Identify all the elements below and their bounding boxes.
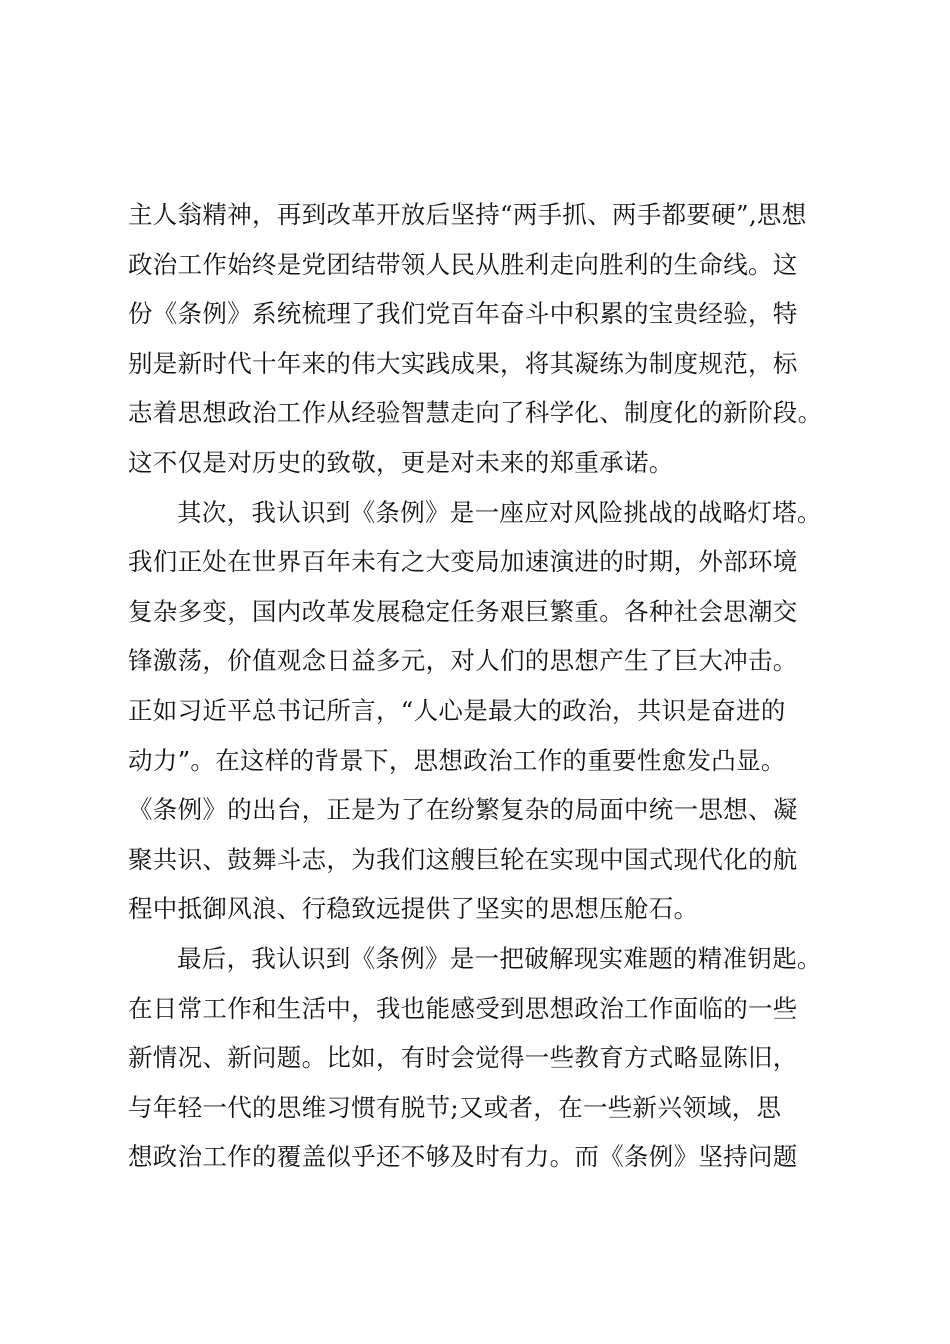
text-line: 志着思想政治工作从经验智慧走向了科学化、制度化的新阶段。 [128, 398, 823, 428]
text-line: 复杂多变，国内改革发展稳定任务艰巨繁重。各种社会思潮交 [128, 596, 798, 626]
text-line: 正如习近平总书记所言，“人心是最大的政治，共识是奋进的 [128, 695, 786, 725]
text-line: 新情况、新问题。比如，有时会觉得一些教育方式略显陈旧， [128, 1043, 798, 1073]
paragraph-start-line: 其次，我认识到《条例》是一座应对风险挑战的战略灯塔。 [177, 497, 822, 527]
text-line: 与年轻一代的思维习惯有脱节;又或者，在一些新兴领域，思 [128, 1092, 782, 1122]
text-line: 这不仅是对历史的致敬，更是对未来的郑重承诺。 [128, 447, 674, 477]
text-line: 程中抵御风浪、行稳致远提供了坚实的思想压舱石。 [128, 894, 699, 924]
text-line: 聚共识、鼓舞斗志，为我们这艘巨轮在实现中国式现代化的航 [128, 844, 798, 874]
text-line: 动力”。在这样的背景下，思想政治工作的重要性愈发凸显。 [128, 745, 786, 775]
text-line: 我们正处在世界百年未有之大变局加速演进的时期，外部环境 [128, 547, 798, 577]
text-line: 《条例》的出台，正是为了在纷繁复杂的局面中统一思想、凝 [128, 795, 798, 825]
text-line: 政治工作始终是党团结带领人民从胜利走向胜利的生命线。这 [128, 249, 798, 279]
document-body [128, 190, 843, 1182]
text-line: 想政治工作的覆盖似乎还不够及时有力。而《条例》坚持问题 [128, 1142, 798, 1172]
text-line: 锋激荡，价值观念日益多元，对人们的思想产生了巨大冲击。 [128, 646, 798, 676]
text-line: 别是新时代十年来的伟大实践成果，将其凝练为制度规范，标 [128, 348, 798, 378]
paragraph-start-line: 最后，我认识到《条例》是一把破解现实难题的精准钥匙。 [177, 943, 822, 973]
text-line: 主人翁精神，再到改革开放后坚持“两手抓、两手都要硬”,思想 [128, 200, 807, 229]
text-line: 在日常工作和生活中，我也能感受到思想政治工作面临的一些 [128, 993, 798, 1023]
text-line: 份《条例》系统梳理了我们党百年奋斗中积累的宝贵经验，特 [128, 299, 798, 329]
